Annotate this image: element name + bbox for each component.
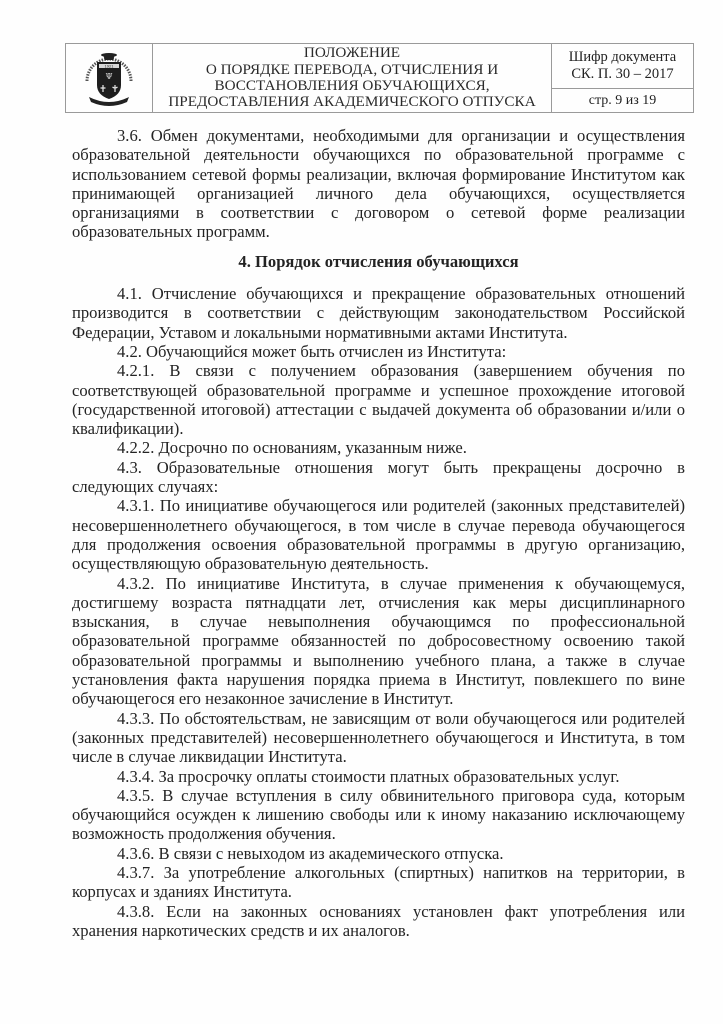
paragraph-4-3-1: 4.3.1. По инициативе обучающегося или родителей (законных представителей) несовершеннолетнего обучающегося, в том числе в случае перевода обучающегося для продолжения освоения образовательной программы в другую организацию, осуществляющую образовательную деятельность. [72, 496, 685, 574]
paragraph-4-3-8: 4.3.8. Если на законных основаниях установлен факт употребления или хранения наркотических средств и их аналогов. [72, 901, 685, 940]
paragraph-4-3: 4.3. Образовательные отношения могут быть прекращены досрочно в следующих случаях: [72, 457, 685, 497]
paragraph-4-3-5: 4.3.5. В случае вступления в силу обвинительного приговора суда, которым обучающийся осужден к лишению свободы или к иному наказанию исключающему возможность продолжения обучения. [72, 785, 685, 844]
paragraph-4-3-4: 4.3.4. За просрочку оплаты стоимости платных образовательных услуг. [117, 766, 620, 786]
document-title [153, 44, 552, 112]
document-body [72, 126, 685, 940]
document-code-cell [552, 44, 693, 112]
title-line: ВОССТАНОВЛЕНИЯ ОБУЧАЮЩИХСЯ, [214, 77, 490, 94]
institute-crest-icon [66, 44, 153, 112]
section-heading-4: 4. Порядок отчисления обучающихся [238, 251, 519, 271]
page-number: стр. 9 из 19 [588, 92, 657, 108]
document-code [552, 44, 693, 89]
svg-text:1921: 1921 [104, 64, 114, 69]
paragraph-4-1: 4.1. Отчисление обучающихся и прекращение образовательных отношений производится в соответствии с действующим законодательством Российской Федерации, Уставом и локальными нормативными актами Института. [72, 284, 685, 342]
document-code-value: СК. П. 30 – 2017 [571, 66, 674, 82]
paragraph-4-2: 4.2. Обучающийся может быть отчислен из Института: [117, 341, 507, 361]
paragraph-4-2-1: 4.2.1. В связи с получением образования (завершением обучения по соответствующей образовательной программе и успешное прохождение итоговой (государственной итоговой) аттестации с выдачей документа об образовании и/или о квалификации). [72, 361, 685, 439]
title-line: ПРЕДОСТАВЛЕНИЯ АКАДЕМИЧЕСКОГО ОТПУСКА [168, 93, 536, 111]
paragraph-4-3-7: 4.3.7. За употребление алкогольных (спиртных) напитков на территории, в корпусах и зданиях Института. [72, 862, 685, 902]
paragraph-4-3-2: 4.3.2. По инициативе Института, в случае применения к обучающемуся, достигшему возраста пятнадцати лет, отчисления как меры дисциплинарного взыскания, в случае невыполнения обучающимся по профессиональной образовательной программе обязанностей по добросовестному освоению такой образовательной программы и выполнению учебного плана, а также в случае установления факта нарушения порядка приема в Институт, повлекшего по вине обучающегося его незаконное зачисление в Институт. [72, 573, 685, 709]
paragraph-4-3-3: 4.3.3. По обстоятельствам, не зависящим от воли обучающегося или родителей (законных представителей) несовершеннолетнего обучающегося и Института, в том числе в случае ликвидации Института. [72, 708, 685, 767]
title-line: О ПОРЯДКЕ ПЕРЕВОДА, ОТЧИСЛЕНИЯ И [205, 60, 499, 78]
document-code-label: Шифр документа [568, 49, 677, 65]
paragraph-4-2-2: 4.2.2. Досрочно по основаниям, указанным ниже. [117, 438, 467, 458]
paragraph-4-3-6: 4.3.6. В связи с невыходом из академического отпуска. [117, 843, 504, 863]
document-header-table [65, 43, 694, 113]
svg-text:Ψ: Ψ [105, 72, 113, 81]
paragraph-3-6: 3.6. Обмен документами, необходимыми для организации и осуществления образовательной деятельности обучающихся по образовательной программе с использованием сетевой формы реализации, включая формирование Институтом как принимающей организацией личного дела обучающихся, осуществляется организациями в соответствии с договором о сетевой форме реализации образовательных программ. [72, 126, 685, 242]
title-line: ПОЛОЖЕНИЕ [303, 44, 401, 62]
